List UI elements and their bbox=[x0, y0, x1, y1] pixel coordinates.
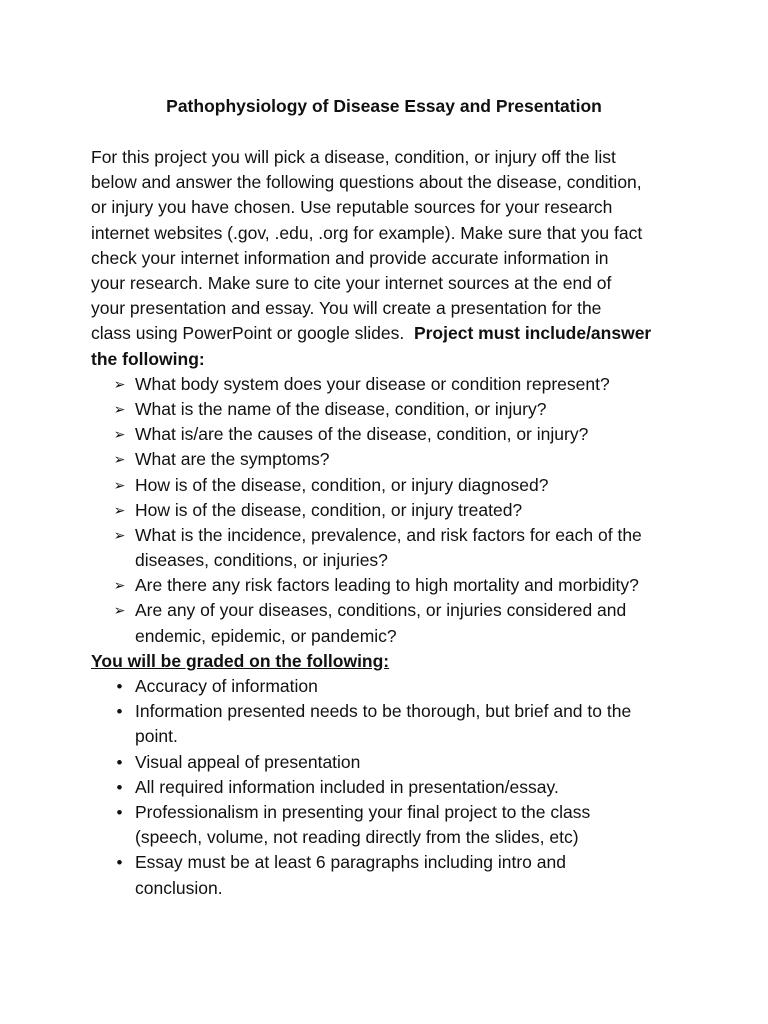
arrow-bullet-icon: ➢ bbox=[113, 476, 126, 493]
arrow-bullet-icon: ➢ bbox=[113, 426, 126, 443]
question-item bbox=[91, 422, 691, 447]
grading-item-text bbox=[135, 699, 631, 749]
questions-list bbox=[91, 372, 691, 649]
question-item bbox=[91, 523, 691, 573]
question-item-text bbox=[135, 573, 639, 598]
arrow-bullet-icon: ➢ bbox=[113, 501, 126, 518]
question-item-text bbox=[135, 598, 626, 648]
question-item-line: What is/are the causes of the disease, condition, or injury? bbox=[135, 424, 589, 445]
grading-heading: You will be graded on the following: bbox=[91, 650, 390, 671]
dot-bullet-icon: • bbox=[116, 803, 123, 823]
arrow-bullet-icon: ➢ bbox=[113, 577, 126, 594]
dot-bullet-icon: • bbox=[116, 777, 123, 797]
intro-line: your presentation and essay. You will create a presentation for the bbox=[91, 298, 602, 319]
intro-line: below and answer the following questions about the disease, condition, bbox=[91, 172, 642, 193]
question-item bbox=[91, 573, 691, 598]
question-item-line: Are there any risk factors leading to high mortality and morbidity? bbox=[135, 575, 639, 596]
question-item-line: endemic, epidemic, or pandemic? bbox=[135, 625, 397, 646]
intro-line: check your internet information and provide accurate information in bbox=[91, 247, 609, 268]
document-body bbox=[91, 145, 691, 901]
arrow-bullet-icon: ➢ bbox=[113, 526, 126, 543]
question-item-line: How is of the disease, condition, or injury diagnosed? bbox=[135, 474, 549, 495]
arrow-bullet-icon: ➢ bbox=[113, 602, 126, 619]
grading-item-line: Essay must be at least 6 paragraphs including intro and bbox=[135, 852, 566, 873]
grading-list bbox=[91, 674, 691, 901]
dot-bullet-icon: • bbox=[116, 752, 123, 772]
question-item-text bbox=[135, 498, 522, 523]
dot-bullet-icon: • bbox=[116, 702, 123, 722]
intro-line-with-bold bbox=[91, 321, 691, 346]
grading-item bbox=[91, 750, 691, 775]
question-item-text bbox=[135, 397, 546, 422]
grading-item bbox=[91, 850, 691, 900]
question-item bbox=[91, 372, 691, 397]
question-item bbox=[91, 397, 691, 422]
grading-item-line: (speech, volume, not reading directly from the slides, etc) bbox=[135, 827, 579, 848]
dot-bullet-icon: • bbox=[116, 677, 123, 697]
question-item bbox=[91, 498, 691, 523]
intro-line: internet websites (.gov, .edu, .org for example). Make sure that you fact bbox=[91, 222, 643, 243]
grading-item-line: Accuracy of information bbox=[135, 676, 318, 697]
question-item-text bbox=[135, 447, 330, 472]
question-item bbox=[91, 473, 691, 498]
dot-bullet-icon: • bbox=[116, 853, 123, 873]
question-item-text bbox=[135, 523, 642, 573]
question-item-text bbox=[135, 372, 610, 397]
intro-line: For this project you will pick a disease, condition, or injury off the list bbox=[91, 147, 616, 167]
question-item-line: What body system does your disease or condition represent? bbox=[135, 373, 610, 394]
question-item-line: What is the name of the disease, condition, or injury? bbox=[135, 398, 547, 419]
question-item-line: Are any of your diseases, conditions, or injuries considered and bbox=[135, 600, 627, 621]
arrow-bullet-icon: ➢ bbox=[113, 400, 126, 417]
grading-item-text bbox=[135, 674, 318, 699]
intro-line: your research. Make sure to cite your internet sources at the end of bbox=[91, 272, 612, 293]
arrow-bullet-icon: ➢ bbox=[113, 451, 126, 468]
grading-item-line: Visual appeal of presentation bbox=[135, 751, 361, 772]
grading-item-line: All required information included in presentation/essay. bbox=[135, 776, 559, 797]
question-item-text bbox=[135, 473, 548, 498]
grading-item-text bbox=[135, 775, 559, 800]
intro-paragraph bbox=[91, 145, 691, 372]
grading-item-text bbox=[135, 850, 566, 900]
intro-bold-tail: Project must include/answer bbox=[413, 323, 652, 344]
grading-item bbox=[91, 800, 691, 850]
grading-item bbox=[91, 674, 691, 699]
document-title: Pathophysiology of Disease Essay and Presentation bbox=[166, 96, 602, 116]
question-item bbox=[91, 447, 691, 472]
grading-item-text bbox=[135, 800, 590, 850]
intro-bold-line: the following: bbox=[91, 348, 205, 369]
grading-item-line: Professionalism in presenting your final project to the class bbox=[135, 802, 591, 823]
grading-item-line: point. bbox=[135, 726, 178, 747]
grading-item bbox=[91, 699, 691, 749]
question-item-line: How is of the disease, condition, or injury treated? bbox=[135, 499, 523, 520]
question-item bbox=[91, 598, 691, 648]
arrow-bullet-icon: ➢ bbox=[113, 375, 126, 392]
grading-item bbox=[91, 775, 691, 800]
question-item-line: diseases, conditions, or injuries? bbox=[135, 550, 388, 571]
intro-line-text: class using PowerPoint or google slides. bbox=[91, 323, 414, 344]
grading-item-text bbox=[135, 750, 360, 775]
question-item-text bbox=[135, 422, 588, 447]
grading-item-line: Information presented needs to be thorough, but brief and to the bbox=[135, 701, 632, 722]
question-item-line: What are the symptoms? bbox=[135, 449, 330, 470]
intro-line: or injury you have chosen. Use reputable sources for your research bbox=[91, 197, 613, 218]
question-item-line: What is the incidence, prevalence, and risk factors for each of the bbox=[135, 524, 642, 545]
grading-item-line: conclusion. bbox=[135, 877, 223, 898]
